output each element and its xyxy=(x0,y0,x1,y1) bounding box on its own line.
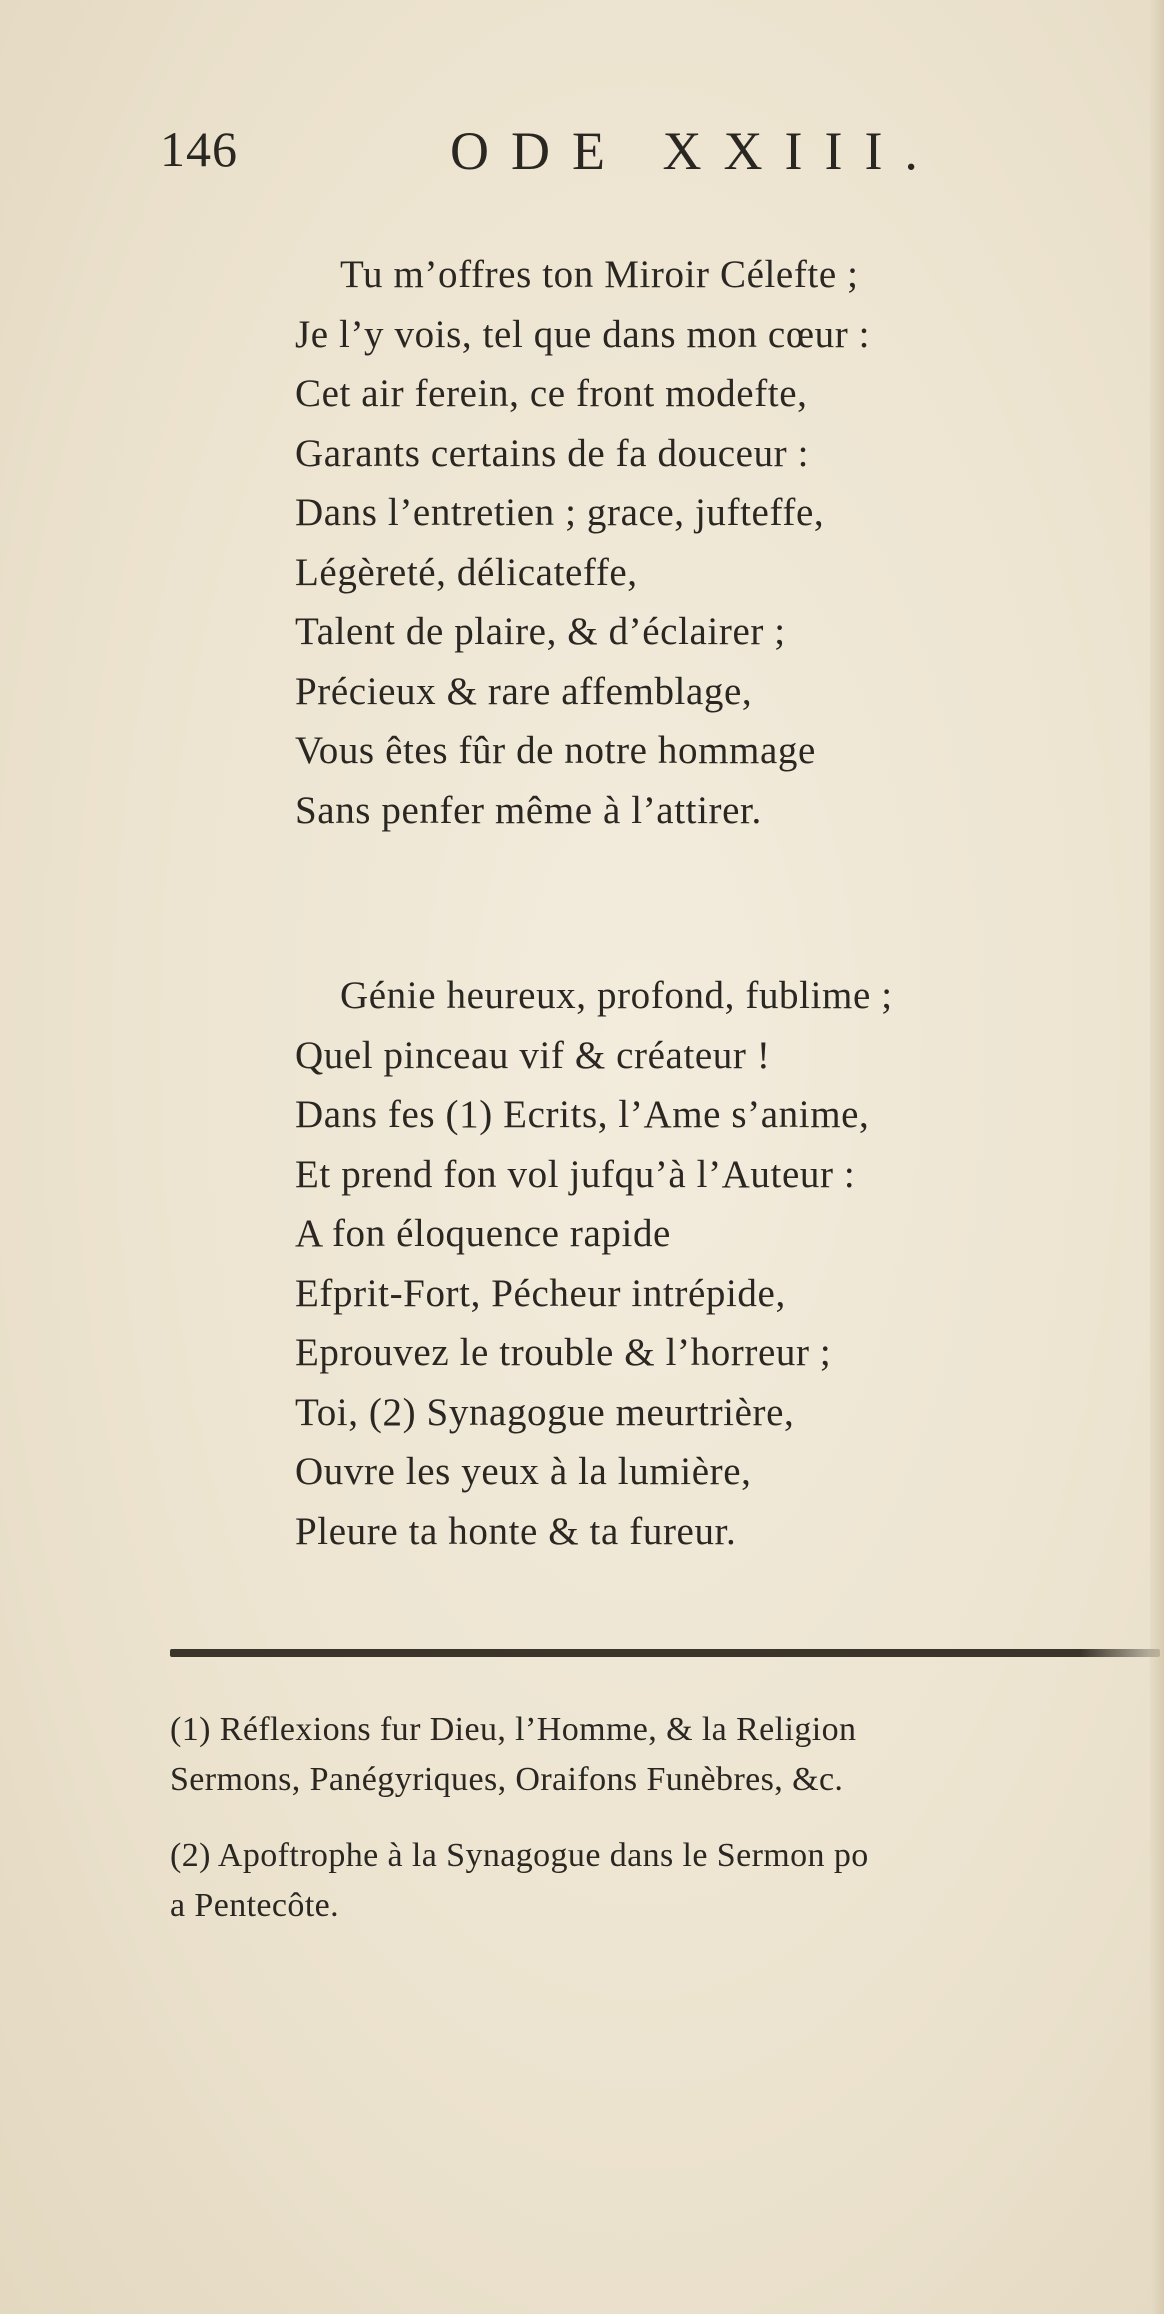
verse-line: Toi, (2) Synagogue meurtrière, xyxy=(295,1390,795,1434)
verse-line: Efprit-Fort, Pécheur intrépide, xyxy=(295,1271,786,1315)
footnote-2 xyxy=(170,1831,1150,1931)
verse-line: Légèreté, délicateffe, xyxy=(295,550,638,594)
verse-line: Quel pinceau vif & créateur ! xyxy=(295,1033,771,1077)
stanza-1 xyxy=(295,245,1095,840)
footnote-line: Sermons, Panégyriques, Oraifons Funèbres, &c. xyxy=(170,1761,844,1798)
verse-line: Précieux & rare affemblage, xyxy=(295,669,753,713)
page-header xyxy=(160,120,1060,190)
footnote-line: (1) Réflexions fur Dieu, l’Homme, & la Religion xyxy=(170,1711,857,1748)
footnote-line: (2) Apoftrophe à la Synagogue dans le Sermon po xyxy=(170,1837,869,1874)
verse-line: Dans l’entretien ; grace, jufteffe, xyxy=(295,491,825,534)
verse-line: Eprouvez le trouble & l’horreur ; xyxy=(295,1331,832,1374)
page-gutter xyxy=(1150,0,1164,2314)
verse-line: Je l’y vois, tel que dans mon cœur : xyxy=(295,312,871,356)
verse-line: Sans penfer même à l’attirer. xyxy=(295,788,762,832)
verse-line: Pleure ta honte & ta fureur. xyxy=(295,1509,737,1553)
footnote-spacer xyxy=(170,1805,1150,1831)
footnotes xyxy=(170,1705,1150,1931)
running-title: ODE XXIII. xyxy=(450,121,940,181)
footnote-line: a Pentecôte. xyxy=(170,1887,340,1924)
verse-line: Tu m’offres ton Miroir Célefte ; xyxy=(340,253,859,296)
verse-line: Génie heureux, profond, fublime ; xyxy=(340,974,893,1017)
verse-line: Vous êtes fûr de notre hommage xyxy=(295,729,816,772)
verse-line: Talent de plaire, & d’éclairer ; xyxy=(295,610,786,653)
verse-line: Et prend fon vol jufqu’à l’Auteur : xyxy=(295,1152,856,1196)
footnote-1 xyxy=(170,1705,1150,1805)
verse-line: Garants certains de fa douceur : xyxy=(295,431,810,475)
footnote-rule xyxy=(170,1649,1160,1657)
verse-line: Cet air ferein, ce front modefte, xyxy=(295,372,808,415)
page-number: 146 xyxy=(160,121,238,177)
stanza-2 xyxy=(295,966,1095,1561)
verse-line: Dans fes (1) Ecrits, l’Ame s’anime, xyxy=(295,1093,870,1136)
verse-line: Ouvre les yeux à la lumière, xyxy=(295,1450,752,1493)
verse-line: A fon éloquence rapide xyxy=(295,1212,671,1255)
